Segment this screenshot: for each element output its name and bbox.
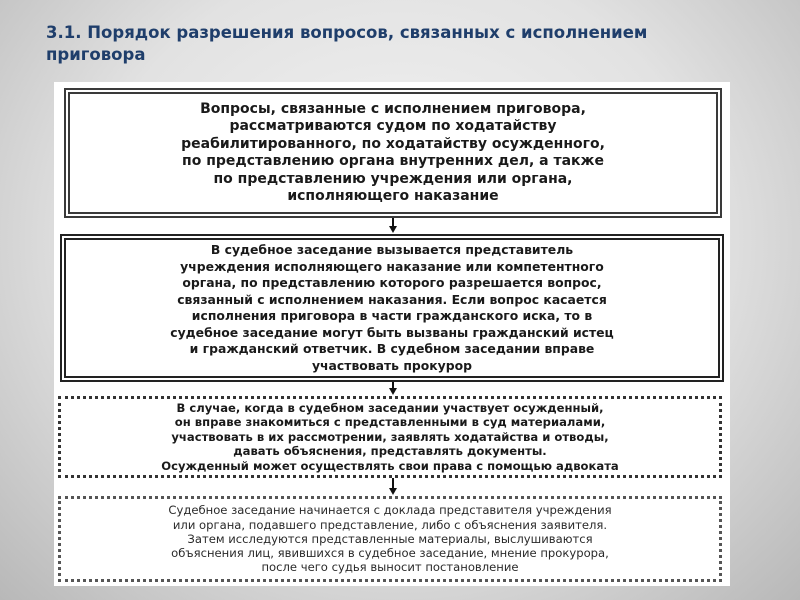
arrow-down-icon	[390, 218, 396, 233]
flowchart-panel	[54, 82, 730, 586]
step-4-text: Судебное заседание начинается с доклада представителя учреждения или органа, подавшего представление, либо с объяснения заявителя. Затем исследуются представленные материалы, выслушиваются объяснения лиц, явившихся в судебное заседание, мнение прокурора, после чего судья выносит постановление	[168, 503, 612, 575]
step-2-text: В судебное заседание вызывается представитель учреждения исполняющего наказание или компетентного органа, по представлению которого разрешается вопрос, связанный с исполнением наказания. Если вопрос касается исполнения приговора в части гражданского иска, то в судебное заседание могут быть вызваны гражданский истец и гражданский ответчик. В судебном заседании вправе участвовать прокурор	[170, 242, 614, 373]
step-1-text: Вопросы, связанные с исполнением приговора, рассматриваются судом по ходатайству реабилитированного, по ходатайству осужденного, по представлению органа внутренних дел, а также по представлению учреждения или органа, исполняющего наказание	[181, 100, 605, 204]
arrow-down-icon	[390, 382, 396, 395]
step-3-text: В случае, когда в судебном заседании участвует осужденный, он вправе знакомиться с представленными в суд материалами, участвовать в их рассмотрении, заявлять ходатайства и отводы, давать объяснения, представлять документы. Осужденный может осуществлять свои права с помощью адвоката	[161, 400, 619, 473]
slide-title: 3.1. Порядок разрешения вопросов, связанных с исполнением приговора	[46, 23, 648, 64]
step-1-box	[64, 88, 722, 218]
step-3-box	[58, 396, 722, 478]
arrow-down-icon	[390, 478, 396, 495]
step-4-box	[58, 496, 722, 582]
step-2-box	[60, 234, 724, 382]
